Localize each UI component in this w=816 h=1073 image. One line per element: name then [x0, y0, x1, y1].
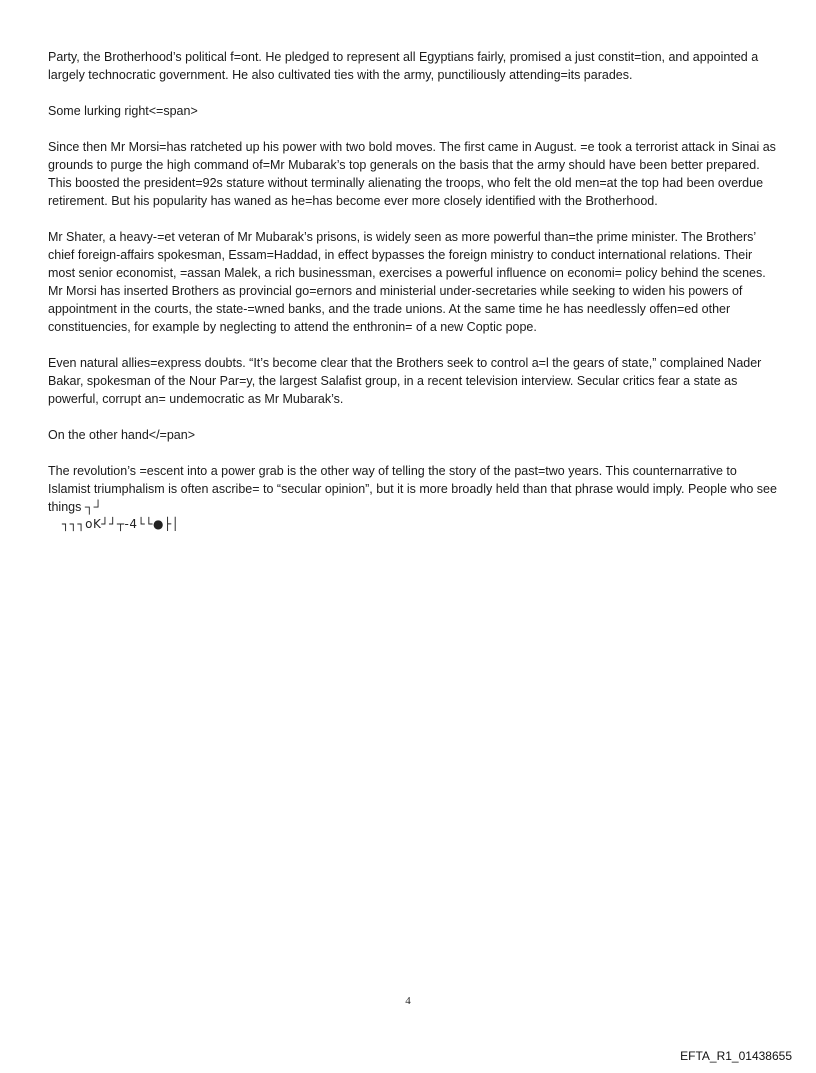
- section-heading-lurking-right: Some lurking right<=span>: [48, 104, 198, 118]
- paragraph-revolution-descent: The revolution’s =escent into a power grab is the other way of telling the story of the past=two years. This counternarrative to Islamist triumphalism is often ascribe= to “secular opinion”, but it is more broadly held than that phrase would imply. People who see things ┐┘: [48, 464, 777, 514]
- document-id: EFTA_R1_01438655: [680, 1049, 792, 1063]
- paragraph-shater: Mr Shater, a heavy-=et veteran of Mr Mubarak’s prisons, is widely seen as more powerful than=the prime minister. The Brothers’ chief foreign-affairs spokesman, Essam=Haddad, in effect bypasses the foreign ministry to conduct international relations. Their most senior economist, =assan Malek, a rich businessman, exercises a powerful influence on economi= policy behind the scenes. Mr Morsi has inserted Brothers as provincial go=ernors and ministerial under-secretaries while seeking to widen his powers of appointment in the courts, the state-=wned banks, and the trade unions. At the same time he has needlessly offen=ed other constituencies, for example by neglecting to attend the enthronin= of a new Coptic pope.: [48, 230, 766, 334]
- garbled-text-artifact: ┐┐┐oK┘┘┬-4└└●├│: [62, 517, 180, 531]
- paragraph-morsi-power: Since then Mr Morsi=has ratcheted up his power with two bold moves. The first came in August. =e took a terrorist attack in Sinai as grounds to purge the high command of=Mr Mubarak’s top generals on the basis that the army should have been better prepared. This boosted the president=92s stature without terminally alienating the troops, who felt the old men=at the top had been overdue retirement. But his popularity has waned as he=has become ever more closely identified with the Brotherhood.: [48, 140, 776, 208]
- article-body: [48, 48, 778, 532]
- page-number: 4: [405, 995, 411, 1007]
- paragraph-allies-doubts: Even natural allies=express doubts. “It’s become clear that the Brothers seek to control a=l the gears of state,” complained Nader Bakar, spokesman of the Nour Par=y, the largest Salafist group, in a recent television interview. Secular critics fear a state as powerful, corrupt an= undemocratic as Mr Mubarak’s.: [48, 356, 762, 406]
- paragraph-brotherhood-front: Party, the Brotherhood’s political f=ont. He pledged to represent all Egyptians fairly, promised a just constit=tion, and appointed a largely technocratic government. He also cultivated ties with the army, punctiliously attending=its parades.: [48, 50, 759, 82]
- section-heading-other-hand: On the other hand</=pan>: [48, 428, 195, 442]
